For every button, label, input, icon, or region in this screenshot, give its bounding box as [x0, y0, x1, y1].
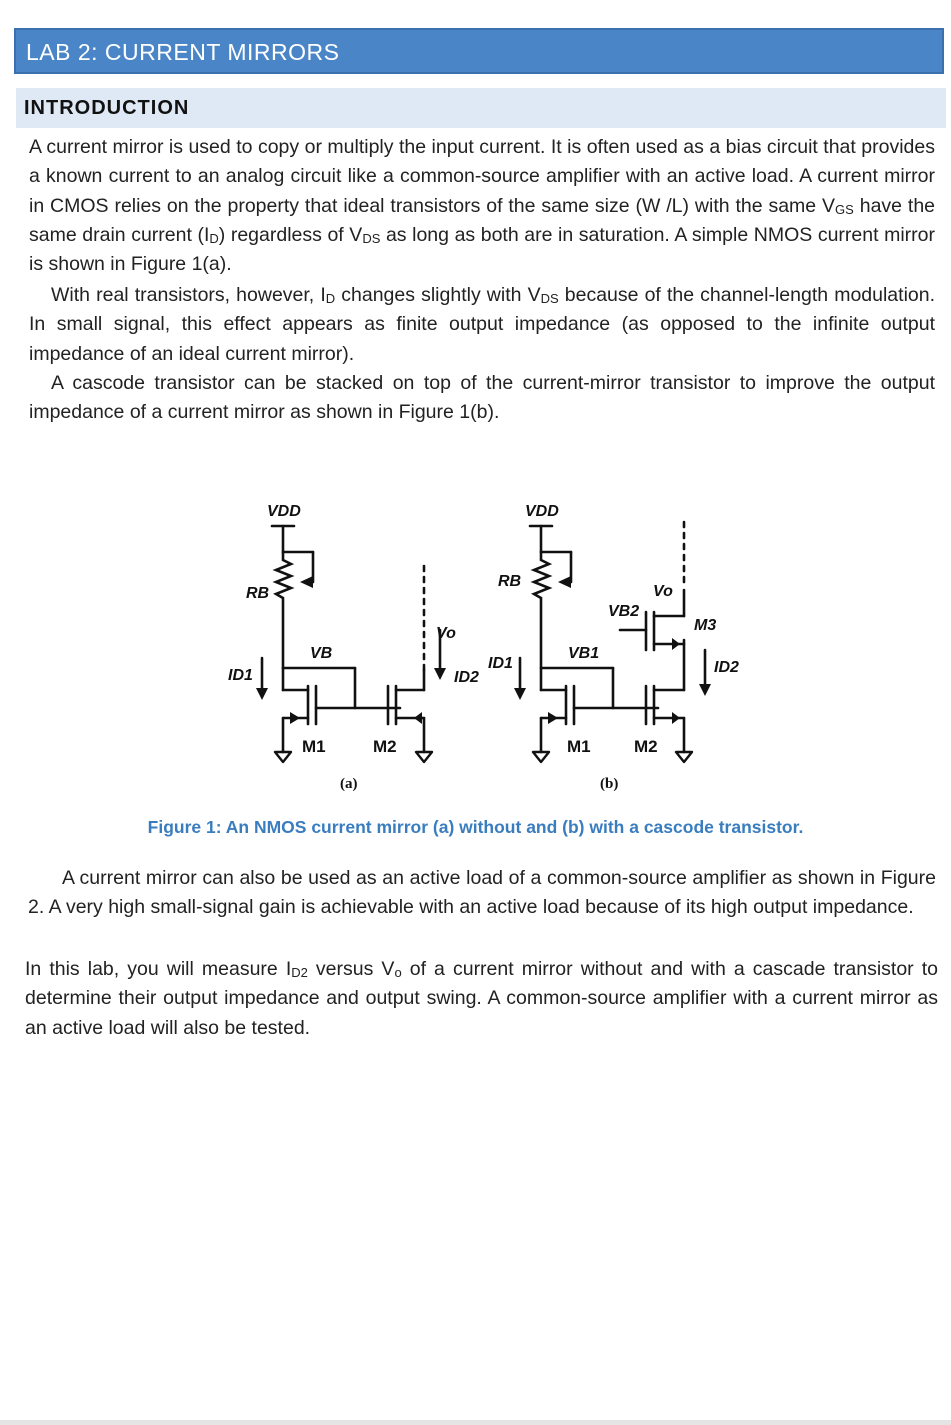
label-vb2: VB2: [608, 603, 640, 620]
paragraph-3: A cascode transistor can be stacked on top of the current-mirror transistor to improve the output impedance of a current mirror as shown in Figure 1(b).: [29, 372, 935, 424]
paragraph-1: A current mirror is used to copy or multiply the input current. It is often used as a bias circuit that provides a known current to an analog circuit like a common-source amplifier with an active load. A current mirror in CMOS relies on the property that ideal transistors of the same size (W /L) with the same $V_{GS}$ have the same drain current $(I_D)$ regardless of $V_{DS}$ as long as both are in saturation. A simple NMOS current mirror is shown in Figure 1(a).: [29, 136, 936, 276]
label-vdd-b: VDD: [525, 503, 559, 520]
paragraph-4: A current mirror can also be used as an active load of a common-source amplifier as shown in Figure 2. A very high small-signal gain is achievable with an active load because of its high output impedance.: [28, 867, 936, 919]
label-id2-b: ID2: [714, 659, 739, 676]
label-m1-a: M1: [302, 737, 326, 756]
label-vo-b: Vo: [653, 583, 673, 600]
figure-caption: Figure 1: An NMOS current mirror (a) without and (b) with a cascode transistor.: [147, 817, 804, 837]
label-rb-a: RB: [246, 585, 270, 602]
label-vb: VB: [310, 645, 333, 662]
current-mirror-figure: [200, 490, 760, 805]
footer-divider: [0, 1420, 951, 1425]
label-m3: M3: [694, 617, 717, 634]
paragraph-5: In this lab, you will measure $I_{D2}$ versus $V_o$ of a current mirror without and with a cascade transistor to determine their output impedance and output swing. A common-source amplifier with a current mirror as an active load will also be tested.: [25, 958, 938, 1039]
label-m1-b: M1: [567, 737, 591, 756]
label-rb-b: RB: [498, 573, 522, 590]
label-vdd-a: VDD: [267, 503, 301, 520]
paragraph-2: With real transistors, however, $I_D$ changes slightly with $V_{DS}$ because of the channel-length modulation. In small signal, this effect appears as finite output impedance (as opposed to the infinite output impedance of an ideal current mirror).: [29, 284, 936, 365]
label-m2-b: M2: [634, 737, 658, 756]
page-title: LAB 2: CURRENT MIRRORS: [26, 39, 340, 65]
label-vo-a: Vo: [436, 625, 456, 642]
label-m2-a: M2: [373, 737, 397, 756]
label-id1-a: ID1: [228, 667, 253, 684]
section-title: INTRODUCTION: [24, 97, 190, 119]
label-a: (a): [340, 776, 358, 792]
label-b: (b): [600, 776, 619, 792]
label-vb1: VB1: [568, 645, 600, 662]
label-id2-a: ID2: [454, 669, 479, 686]
label-id1-b: ID1: [488, 655, 513, 672]
title-banner: [14, 28, 944, 74]
section-header: [16, 88, 946, 128]
